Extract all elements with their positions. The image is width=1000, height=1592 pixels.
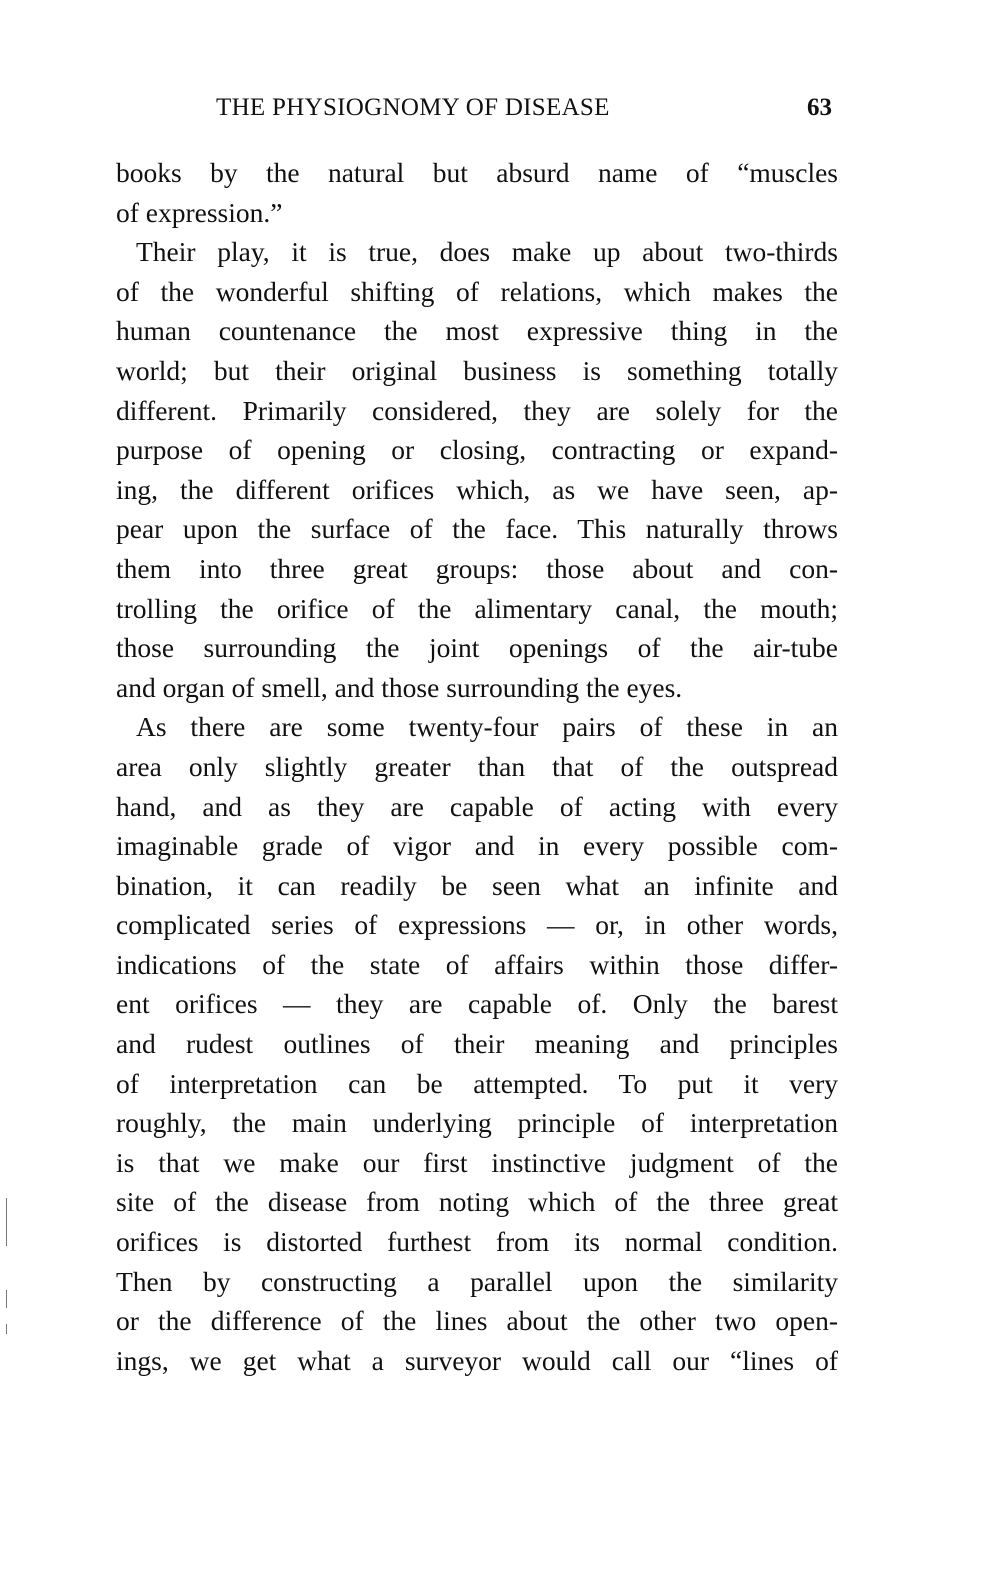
text-line: and organ of smell, and those surrounding the eyes. <box>116 671 683 703</box>
scan-margin-mark <box>6 1198 7 1246</box>
text-line: ing, the different orifices which, as we have seen, ap- <box>116 473 838 505</box>
text-line: pear upon the surface of the face. This naturally throws <box>116 513 838 545</box>
text-line: world; but their original business is something totally <box>116 354 838 386</box>
text-line: them into three great groups: those about and con- <box>116 552 838 584</box>
text-line: Then by constructing a parallel upon the similarity <box>116 1265 838 1297</box>
text-line: of interpretation can be attempted. To put it very <box>116 1067 838 1099</box>
running-head <box>116 94 838 134</box>
text-line: Their play, it is true, does make up about two-thirds <box>136 236 838 268</box>
text-line: ings, we get what a surveyor would call our “lines of <box>116 1344 838 1376</box>
text-line: imaginable grade of vigor and in every possible com- <box>116 830 838 862</box>
text-line: complicated series of expressions — or, in other words, <box>116 909 838 941</box>
text-line: and rudest outlines of their meaning and principles <box>116 1028 838 1060</box>
scan-margin-mark <box>6 1290 7 1308</box>
text-line: area only slightly greater than that of the outspread <box>116 750 838 782</box>
scan-margin-mark <box>6 1324 7 1334</box>
text-line: books by the natural but absurd name of “muscles <box>116 157 838 188</box>
page-number: 63 <box>807 94 832 121</box>
text-line: of the wonderful shifting of relations, which makes the <box>116 275 838 307</box>
text-line: site of the disease from noting which of the three great <box>116 1186 838 1218</box>
text-line: orifices is distorted furthest from its normal condition. <box>116 1226 838 1258</box>
text-line: indications of the state of affairs within those differ- <box>116 948 838 980</box>
text-line: trolling the orifice of the alimentary canal, the mouth; <box>116 592 838 624</box>
text-line: is that we make our first instinctive judgment of the <box>116 1146 838 1178</box>
text-line: roughly, the main underlying principle of interpretation <box>116 1107 838 1139</box>
text-line: or the difference of the lines about the other two open- <box>116 1305 838 1337</box>
running-title: THE PHYSIOGNOMY OF DISEASE <box>216 94 610 121</box>
text-line: bination, it can readily be seen what an infinite and <box>116 869 838 901</box>
text-line: As there are some twenty-four pairs of these in an <box>136 711 838 743</box>
text-line: purpose of opening or closing, contracting or expand- <box>116 434 838 466</box>
body-text <box>116 153 838 1380</box>
text-line: those surrounding the joint openings of the air-tube <box>116 632 838 664</box>
text-line: hand, and as they are capable of acting with every <box>116 790 838 822</box>
text-line: human countenance the most expressive thing in the <box>116 315 838 347</box>
text-line: ent orifices — they are capable of. Only the barest <box>116 988 838 1020</box>
text-line: different. Primarily considered, they are solely for the <box>116 394 838 426</box>
text-line: of expression.” <box>116 196 283 228</box>
